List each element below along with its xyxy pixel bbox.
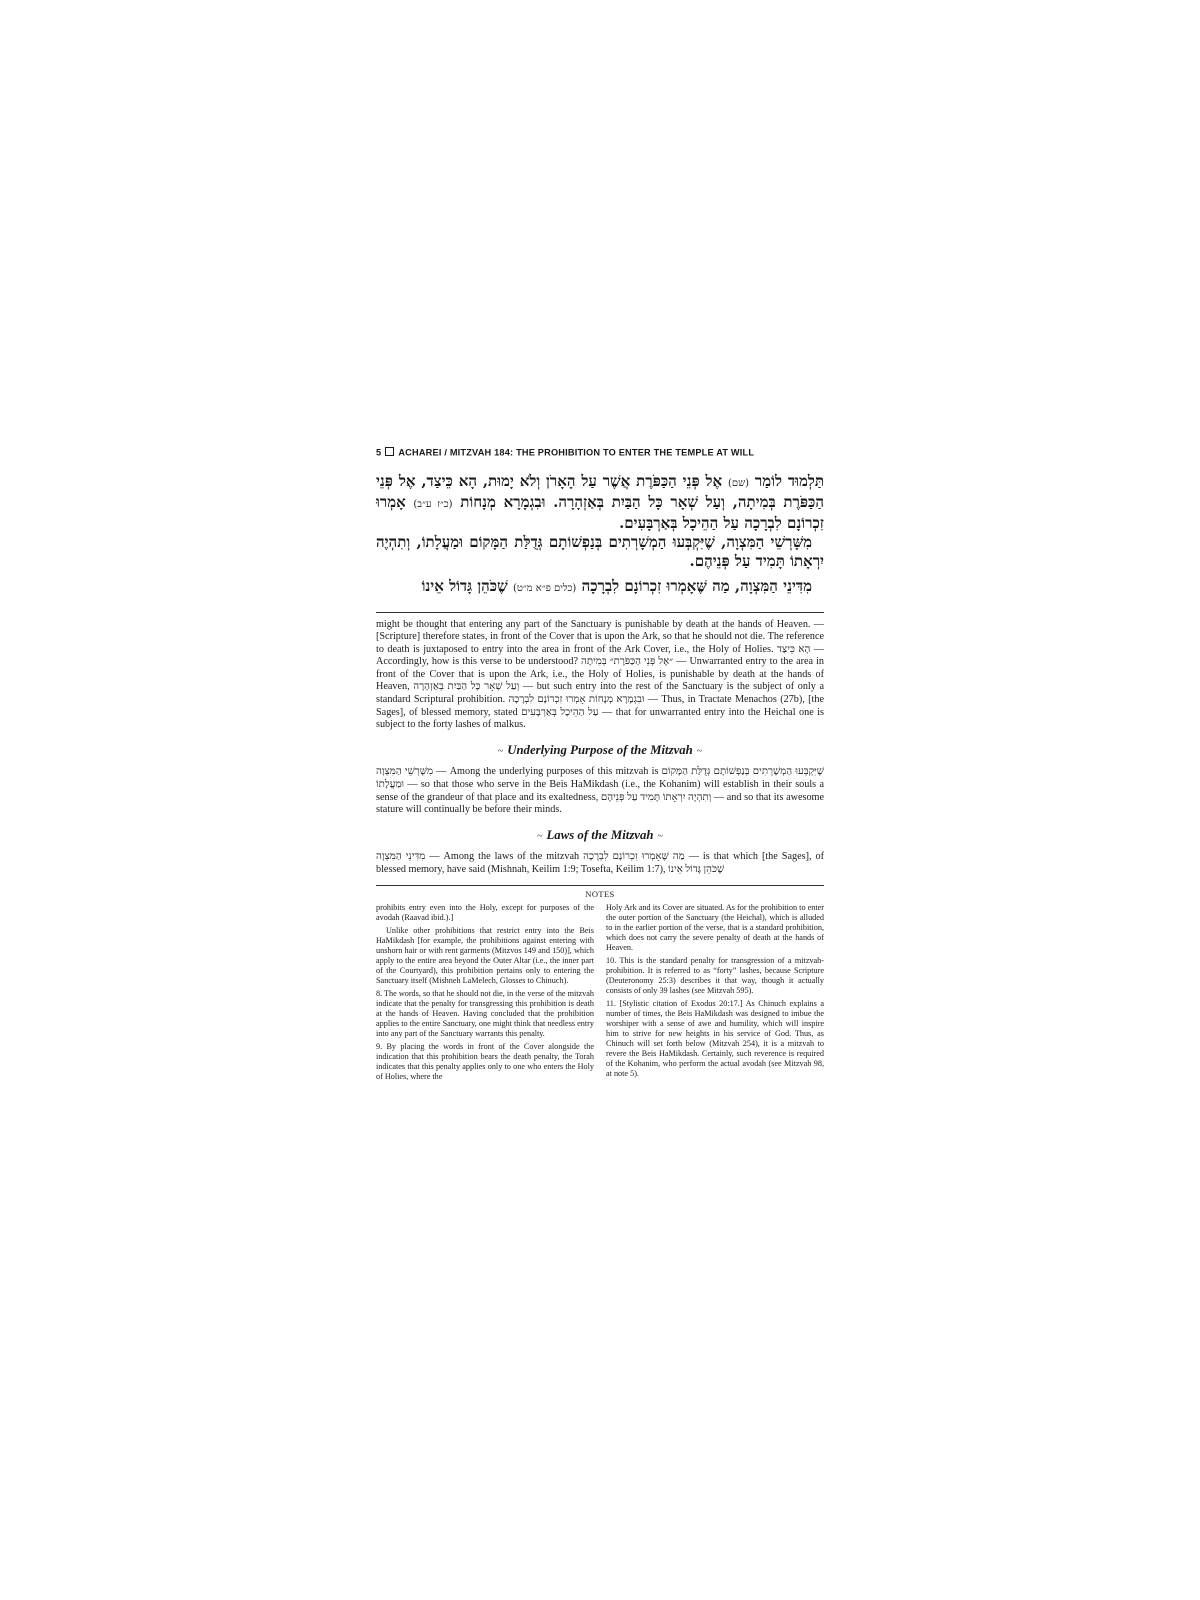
running-head: [376, 447, 824, 458]
section-heading-purpose: [376, 744, 824, 759]
note-item: 9. By placing the words in front of the Cover alongside the indication that this prohibition bears the death penalty, the Torah indicates that this penalty applies only to one who enters the Holy of Holies, where the: [376, 1041, 594, 1081]
hebrew-paragraph-1: [376, 472, 824, 533]
hebrew-text-block: [376, 472, 824, 598]
note-item: 11. [Stylistic citation of Exodus 20:17.] As Chinuch explains a number of times, the Beis HaMikdash was designed to imbue the worshiper with a sense of awe and humility, which will inspire him to strive for new heights in his service of God. Thus, as Chinuch will set forth below (Mitzvah 254), it is a mitzvah to revere the Beis HaMikdash. Certainly, such reverence is required of the Kohanim, who perform the actual avodah (see Mitzvah 98, at note 5).: [606, 998, 824, 1078]
section-title: Laws of the Mitzvah: [546, 827, 654, 842]
page-number: 5: [376, 447, 382, 458]
hebrew-text: אֶל פְּנֵי הַכַּפֹּרֶת אֲשֶׁר עַל הָאָרֹן וְלֹא יָמוּת, הָא כֵּיצַד, אֶל פְּנֵי הַכַּפֹּרֶת בְּמִיתָה, וְעַל שְׁאָר כָּל הַבַּיִת בְּאַזְהָרָה. וּבִגְמָרָא מְנָחוֹת: [376, 471, 824, 511]
square-ornament-icon: [385, 447, 394, 456]
source-citation: (כלים פ״א מ״ט): [512, 582, 577, 594]
hebrew-text: אָמְרוּ זִכְרוֹנָם לִבְרָכָה עַל הַהֵיכָל בְּאַרְבָּעִים.: [376, 492, 824, 532]
source-citation: (כ״ז ע״ב): [413, 498, 453, 510]
source-citation: (שם): [727, 477, 750, 489]
divider: [376, 612, 824, 613]
note-item: 10. This is the standard penalty for transgression of a mitzvah-prohibition. It is referred to as “forty” lashes, because Scripture (Deuteronomy 25:3) describes it that way, though it actually consists of only 39 lashes (see Mitzvah 595).: [606, 955, 824, 995]
ornament-right-icon: ~: [657, 830, 663, 842]
notes-label: NOTES: [585, 888, 615, 899]
divider: [376, 885, 824, 886]
hebrew-text: מִדִּינֵי הַמִּצְוָה, מַה שֶּׁאָמְרוּ זִכְרוֹנָם לִבְרָכָה: [576, 576, 812, 595]
english-commentary: [376, 619, 824, 877]
hebrew-paragraph-2: מִשָּׁרְשֵׁי הַמִּצְוָה, שֶׁיִּקְבְּעוּ הַמְשָׁרְתִים בְּנַפְשׁוֹתָם גְּדֻלַּת הַמָּקוֹם וּמַעֲלָתוֹ, וְתִהְיֶה יִרְאָתוֹ תָּמִיד עַל פְּנֵיהֶם.: [376, 532, 824, 570]
notes-column-right: [606, 903, 824, 1085]
english-paragraph-3: מִדִּינֵי הַמִּצְוָה — Among the laws of the mitzvah מַה שֶּׁאָמְרוּ זִכְרוֹנָם לִבְרָכָה — is that which [the Sages], of blessed memory, have said (Mishnah, Keilim 1:9; Tosefta, Keilim 1:7), שֶׁכֹּהֵן גָּדוֹל אֵינוֹ: [376, 851, 825, 875]
english-paragraph-1: might be thought that entering any part of the Sanctuary is punishable by death at the hands of Heaven. — [Scripture] therefore states, in front of the Cover that is upon the Ark, so that he should not die. The reference to death is juxtaposed to entry into the area in front of the Ark Cover, i.e., the Holy of Holies. הָא כֵּיצַד — Accordingly, how is this verse to be understood? ״אֶל פְּנֵי הַכַּפֹּרֶת״ בְּמִיתָה — Unwarranted entry to the area in front of the Cover that is upon the Ark, i.e., the Holy of Holies, is punishable by death at the hands of Heaven, וְעַל שְׁאָר כָּל הַבַּיִת בְּאַזְהָרָה — but such entry into the rest of the Sanctuary is the subject of only a standard Scriptural prohibition. וּבִגְמָרָא מְנָחוֹת אָמְרוּ זִכְרוֹנָם לִבְרָכָה — Thus, in Tractate Menachos (27b), [the Sages], of blessed memory, stated עַל הַהֵיכָל בְּאַרְבָּעִים — that for unwarranted entry into the Heichal one is subject to the forty lashes of malkus.: [376, 618, 824, 731]
book-page: [376, 447, 824, 1085]
hebrew-paragraph-3: [376, 577, 824, 598]
ornament-left-icon: ~: [537, 830, 543, 842]
note-item: Holy Ark and its Cover are situated. As for the prohibition to enter the outer portion of the Sanctuary (the Heichal), which is alluded to in the earlier portion of the verse, that is a standard prohibition, which does not carry the severe penalty of death at the hands of Heaven.: [606, 902, 824, 952]
hebrew-text: שֶׁכֹּהֵן גָּדוֹל אֵינוֹ: [421, 576, 513, 595]
hebrew-text: תַּלְמוּד לוֹמַר: [749, 471, 824, 490]
notes-column-left: [376, 903, 594, 1085]
note-item: 8. The words, so that he should not die, in the verse of the mitzvah indicate that the penalty for transgressing this prohibition is death at the hands of Heaven. Having concluded that the prohibition applies to the entire Sanctuary, one might think that needless entry into any part of the Sanctuary warrants this penalty.: [376, 988, 594, 1038]
note-item: Unlike other prohibitions that restrict entry into the Beis HaMikdash [for example, the prohibitions against entering with unshorn hair or with rent garments (Mitzvos 149 and 150)], which apply to the entire area beyond the Outer Altar (i.e., the inner part of the Courtyard), this prohibition pertains only to entering the Sanctuary itself (Mishneh LaMelech, Glosses to Chinuch).: [376, 925, 594, 985]
section-title: Underlying Purpose of the Mitzvah: [507, 742, 693, 757]
ornament-left-icon: ~: [497, 745, 504, 757]
page-title: ACHAREI / MITZVAH 184: THE PROHIBITION TO ENTER THE TEMPLE AT WILL: [398, 447, 755, 458]
ornament-right-icon: ~: [696, 745, 703, 757]
english-paragraph-2: מִשָּׁרְשֵׁי הַמִּצְוָה — Among the underlying purposes of this mitzvah is שֶׁיִּקְבְּעוּ הַמְשָׁרְתִים בְּנַפְשׁוֹתָם גְּדֻלַּת הַמָּקוֹם וּמַעֲלָתוֹ — so that those who serve in the Beis HaMikdash (i.e., the Kohanim) will establish in their souls a sense of the grandeur of that place and its exaltedness, וְתִהְיֶה יִרְאָתוֹ תָּמִיד עַל פְּנֵיהֶם — and so that its awesome stature will continually be before their minds.: [376, 766, 824, 816]
notes-section: [376, 903, 824, 1085]
note-item: prohibits entry even into the Holy, except for purposes of the avodah (Raavad ibid.).]: [376, 902, 594, 922]
section-heading-laws: [376, 829, 824, 844]
